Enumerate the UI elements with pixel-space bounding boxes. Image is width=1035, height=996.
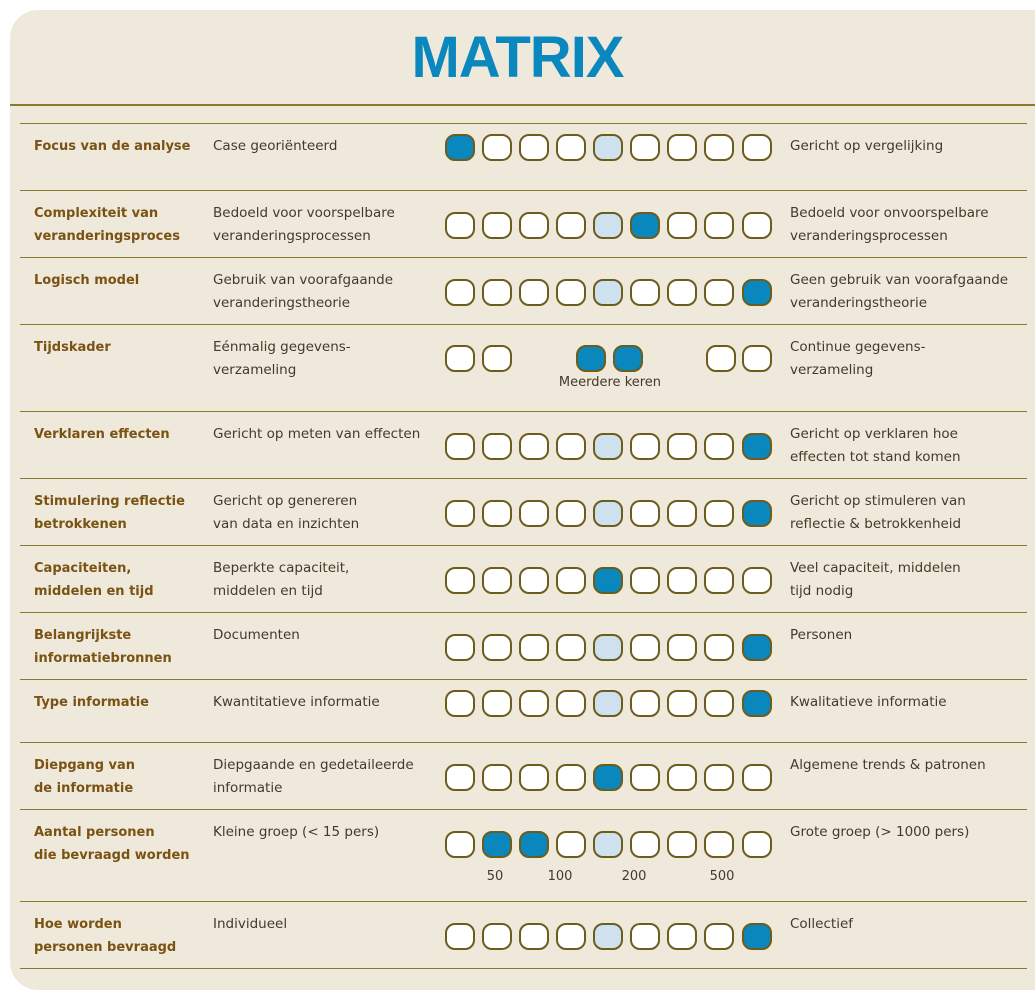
scale-box[interactable]	[445, 345, 475, 372]
scale-box[interactable]	[704, 923, 734, 950]
scale-box[interactable]	[667, 134, 697, 161]
scale-box[interactable]	[482, 634, 512, 661]
row-label: Focus van de analyse	[34, 139, 191, 154]
scale-box[interactable]	[704, 500, 734, 527]
scale-box[interactable]	[593, 567, 623, 594]
scale-label: 100	[547, 869, 573, 884]
scale-box[interactable]	[445, 134, 475, 161]
left-description: Gericht op meten van effecten	[213, 426, 421, 442]
scale-box[interactable]	[630, 634, 660, 661]
scale-box[interactable]	[482, 279, 512, 306]
row-label: Stimulering reflectie betrokkenen	[34, 494, 185, 532]
scale-box[interactable]	[742, 134, 772, 161]
right-description: Geen gebruik van voorafgaande veranderingstheorie	[790, 272, 1009, 311]
scale-box[interactable]	[630, 690, 660, 717]
left-description: Documenten	[213, 627, 300, 643]
scale-box[interactable]	[576, 345, 606, 372]
scale-box[interactable]	[445, 764, 475, 791]
scale-box[interactable]	[593, 764, 623, 791]
left-description: Eénmalig gegevens- verzameling	[213, 339, 351, 378]
page-title: MATRIX	[411, 25, 624, 90]
scale-box[interactable]	[556, 279, 586, 306]
scale-box[interactable]	[593, 634, 623, 661]
scale-box[interactable]	[667, 690, 697, 717]
scale-box[interactable]	[667, 764, 697, 791]
title-divider	[10, 104, 1035, 106]
row-divider	[20, 809, 1027, 810]
row-label: Diepgang van de informatie	[34, 758, 136, 796]
row-label: Hoe worden personen bevraagd	[34, 917, 177, 955]
scale-box[interactable]	[704, 634, 734, 661]
scale-box[interactable]	[556, 500, 586, 527]
left-description: Case georiënteerd	[213, 138, 338, 154]
scale-box[interactable]	[593, 690, 623, 717]
left-description: Individueel	[213, 916, 288, 932]
left-description: Bedoeld voor voorspelbare veranderingsprocessen	[213, 205, 395, 244]
scale-box[interactable]	[556, 212, 586, 239]
left-description: Beperkte capaciteit, middelen en tijd	[213, 560, 350, 599]
scale-box[interactable]	[593, 831, 623, 858]
scale-box[interactable]	[519, 690, 549, 717]
row-label: Capaciteiten, middelen en tijd	[34, 561, 154, 599]
scale-box[interactable]	[742, 634, 772, 661]
scale-box[interactable]	[667, 433, 697, 460]
scale-box[interactable]	[445, 690, 475, 717]
scale-label: 50	[486, 869, 504, 884]
scale-label: 200	[621, 869, 647, 884]
scale-box[interactable]	[556, 634, 586, 661]
scale-box[interactable]	[704, 134, 734, 161]
scale-box[interactable]	[556, 567, 586, 594]
scale-box[interactable]	[630, 433, 660, 460]
row-divider	[20, 901, 1027, 902]
scale-box[interactable]	[742, 831, 772, 858]
scale-box[interactable]	[556, 433, 586, 460]
scale-box[interactable]	[519, 212, 549, 239]
right-description: Collectief	[790, 916, 854, 932]
right-description: Algemene trends & patronen	[790, 757, 986, 773]
scale-box[interactable]	[482, 690, 512, 717]
scale-box[interactable]	[482, 212, 512, 239]
scale-box[interactable]	[704, 567, 734, 594]
row-divider	[20, 968, 1027, 969]
scale-box[interactable]	[667, 279, 697, 306]
scale-box[interactable]	[667, 567, 697, 594]
row-divider	[20, 123, 1027, 124]
row-divider	[20, 257, 1027, 258]
scale-box[interactable]	[482, 433, 512, 460]
scale-box[interactable]	[445, 279, 475, 306]
scale-box[interactable]	[482, 923, 512, 950]
scale-box[interactable]	[704, 279, 734, 306]
right-description: Gericht op vergelijking	[790, 138, 944, 154]
scale-box[interactable]	[482, 134, 512, 161]
scale-box[interactable]	[519, 500, 549, 527]
row-label: Belangrijkste informatiebronnen	[34, 628, 172, 666]
scale-box[interactable]	[613, 345, 643, 372]
scale-box[interactable]	[593, 923, 623, 950]
scale-box[interactable]	[704, 831, 734, 858]
scale-box[interactable]	[556, 831, 586, 858]
right-description: Kwalitatieve informatie	[790, 694, 947, 710]
row-label: Tijdskader	[34, 340, 111, 355]
row-divider	[20, 411, 1027, 412]
right-description: Continue gegevens- verzameling	[790, 339, 926, 378]
scale-box[interactable]	[445, 212, 475, 239]
left-description: Gericht op genereren van data en inzichten	[213, 493, 360, 532]
scale-box[interactable]	[593, 212, 623, 239]
scale-box[interactable]	[630, 831, 660, 858]
scale-box[interactable]	[630, 923, 660, 950]
scale-box[interactable]	[704, 690, 734, 717]
row-divider	[20, 545, 1027, 546]
scale-box[interactable]	[667, 923, 697, 950]
row-divider	[20, 742, 1027, 743]
row-label: Type informatie	[34, 695, 149, 710]
row-divider	[20, 324, 1027, 325]
scale-box[interactable]	[556, 134, 586, 161]
scale-box[interactable]	[556, 923, 586, 950]
scale-box[interactable]	[482, 345, 512, 372]
scale-box[interactable]	[482, 831, 512, 858]
scale-box[interactable]	[593, 134, 623, 161]
right-description: Bedoeld voor onvoorspelbare veranderingsprocessen	[790, 205, 989, 244]
scale-box[interactable]	[445, 567, 475, 594]
scale-box[interactable]	[742, 500, 772, 527]
left-description: Gebruik van voorafgaande veranderingstheorie	[213, 272, 394, 311]
scale-box[interactable]	[519, 831, 549, 858]
scale-box[interactable]	[519, 433, 549, 460]
scale-box[interactable]	[630, 134, 660, 161]
scale-box[interactable]	[667, 831, 697, 858]
scale-box[interactable]	[667, 500, 697, 527]
left-description: Kleine groep (< 15 pers)	[213, 824, 380, 840]
scale-box[interactable]	[519, 567, 549, 594]
scale-box[interactable]	[556, 690, 586, 717]
scale-box[interactable]	[742, 279, 772, 306]
scale-box[interactable]	[445, 923, 475, 950]
scale-box[interactable]	[519, 764, 549, 791]
row-divider	[20, 612, 1027, 613]
right-description: Grote groep (> 1000 pers)	[790, 824, 970, 840]
scale-box[interactable]	[519, 279, 549, 306]
row-label: Logisch model	[34, 273, 140, 288]
scale-box[interactable]	[704, 764, 734, 791]
scale-box[interactable]	[742, 923, 772, 950]
scale-box[interactable]	[630, 500, 660, 527]
row-label: Verklaren effecten	[34, 427, 170, 442]
right-description: Veel capaciteit, middelen tijd nodig	[790, 560, 961, 599]
scale-box[interactable]	[482, 567, 512, 594]
scale-box[interactable]	[742, 690, 772, 717]
scale-box[interactable]	[445, 433, 475, 460]
right-description: Gericht op stimuleren van reflectie & betrokkenheid	[790, 493, 966, 532]
row-divider	[20, 478, 1027, 479]
left-description: Kwantitatieve informatie	[213, 694, 380, 710]
scale-label: 500	[709, 869, 735, 884]
scale-box[interactable]	[482, 764, 512, 791]
scale-box[interactable]	[742, 212, 772, 239]
scale-box[interactable]	[519, 134, 549, 161]
scale-box[interactable]	[519, 634, 549, 661]
row-label: Complexiteit van veranderingsproces	[34, 206, 180, 244]
scale-box[interactable]	[630, 279, 660, 306]
scale-box[interactable]	[593, 500, 623, 527]
row-divider	[20, 679, 1027, 680]
scale-box[interactable]	[482, 500, 512, 527]
row-label: Aantal personen die bevraagd worden	[34, 825, 190, 863]
row-divider	[20, 190, 1027, 191]
scale-box[interactable]	[704, 212, 734, 239]
scale-box[interactable]	[667, 634, 697, 661]
scale-box[interactable]	[630, 212, 660, 239]
scale-box[interactable]	[742, 567, 772, 594]
scale-box[interactable]	[742, 764, 772, 791]
scale-box[interactable]	[742, 345, 772, 372]
scale-box[interactable]	[704, 433, 734, 460]
scale-box[interactable]	[630, 567, 660, 594]
scale-box[interactable]	[706, 345, 736, 372]
scale-box[interactable]	[519, 923, 549, 950]
scale-box[interactable]	[630, 764, 660, 791]
middle-label: Meerdere keren	[558, 375, 662, 390]
scale-box[interactable]	[593, 279, 623, 306]
scale-box[interactable]	[742, 433, 772, 460]
scale-box[interactable]	[445, 831, 475, 858]
right-description: Personen	[790, 627, 853, 643]
scale-box[interactable]	[445, 634, 475, 661]
scale-box[interactable]	[667, 212, 697, 239]
scale-box[interactable]	[556, 764, 586, 791]
left-description: Diepgaande en gedetaileerde informatie	[213, 757, 414, 796]
scale-box[interactable]	[593, 433, 623, 460]
right-description: Gericht op verklaren hoe effecten tot stand komen	[790, 426, 961, 465]
scale-box[interactable]	[445, 500, 475, 527]
